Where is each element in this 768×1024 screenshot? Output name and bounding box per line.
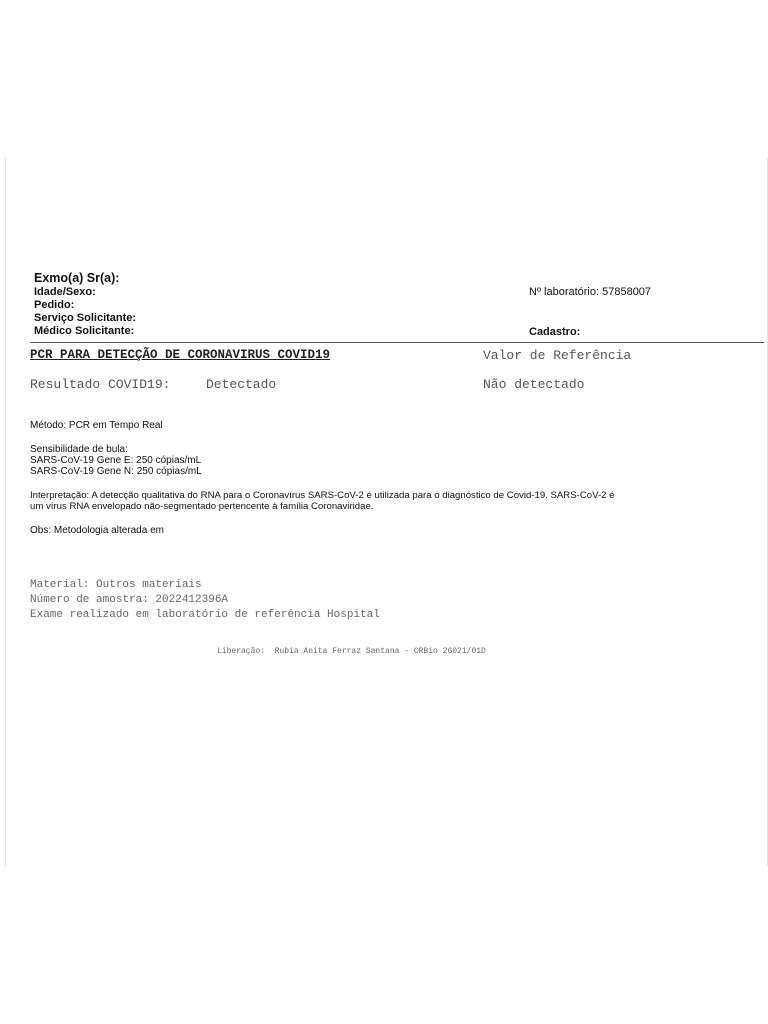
sensitivity-gene-e: SARS-CoV-19 Gene E: 250 cópias/mL: [30, 455, 202, 466]
method-text: Método: PCR em Tempo Real: [30, 420, 163, 431]
age-sex-label: Idade/Sexo:: [34, 286, 96, 298]
result-value: Detectado: [206, 377, 277, 392]
material-text: Material: Outros materiais: [30, 579, 202, 591]
doctor-label: Médico Solicitante:: [34, 325, 135, 337]
registration-label: Cadastro:: [529, 326, 581, 338]
lab-report-sheet: [5, 158, 768, 866]
interpretation-line-1: Interpretação: A detecção qualitativa do RNA para o Coronavírus SARS-CoV-2 é utilizada para o diagnóstico de Covid-19. SARS-CoV-2 é: [30, 490, 615, 501]
result-label: Resultado COVID19:: [30, 377, 171, 392]
release-signature: Liberação: Rubia Anita Ferraz Santana - CRBio 26021/01D: [217, 647, 486, 656]
header-divider: [30, 342, 764, 343]
lab-number: Nº laboratório: 57858007: [529, 286, 652, 298]
observation-text: Obs: Metodologia alterada em: [30, 525, 164, 536]
service-label: Serviço Solicitante:: [34, 312, 137, 324]
order-label: Pedido:: [34, 299, 75, 311]
sample-number: Número de amostra: 2022412396A: [30, 594, 229, 606]
interpretation-line-2: um vírus RNA envelopado não-segmentado pertencente à família Coronaviridae.: [30, 501, 374, 512]
exam-title: PCR PARA DETECÇÃO DE CORONAVIRUS COVID19: [30, 348, 331, 362]
sensitivity-gene-n: SARS-CoV-19 Gene N: 250 cópias/mL: [30, 466, 202, 477]
performed-at-text: Exame realizado em laboratório de referência Hospital: [30, 609, 380, 621]
sensitivity-title: Sensibilidade de bula:: [30, 444, 128, 455]
reference-header: Valor de Referência: [483, 348, 632, 363]
recipient-label: Exmo(a) Sr(a):: [34, 271, 120, 285]
reference-value: Não detectado: [483, 377, 585, 392]
